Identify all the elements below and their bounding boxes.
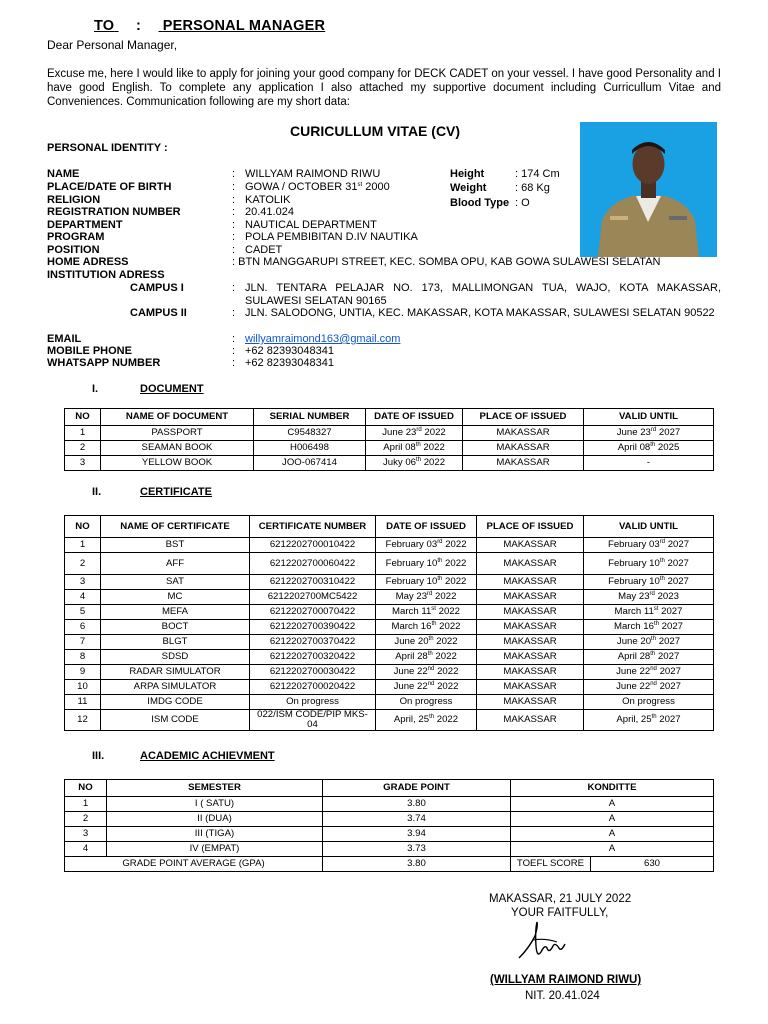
- colon: :: [232, 345, 236, 357]
- table-row: 11 IMDG CODE On progress On progress MAKASSAR On progress: [65, 695, 714, 710]
- religion-label: RELIGION: [47, 194, 101, 206]
- position-value: CADET: [245, 244, 283, 256]
- colon: :: [232, 206, 236, 218]
- table-row: 4 MC 6212202700MC5422 May 23rd 2022 MAKASSAR May 23rd 2023: [65, 590, 714, 605]
- place-date: MAKASSAR, 21 JULY 2022: [489, 893, 632, 905]
- greeting: Dear Personal Manager,: [47, 38, 178, 52]
- table-row: 3 YELLOW BOOK JOO-067414 Juky 06th 2022 MAKASSAR -: [65, 456, 714, 471]
- document-section-heading: I. DOCUMENT: [92, 383, 204, 395]
- blood-type-value: : O: [515, 197, 530, 209]
- religion-value: KATOLIK: [245, 194, 291, 206]
- colon: :: [232, 168, 236, 180]
- position-label: POSITION: [47, 244, 100, 256]
- whatsapp-value: +62 82393048341: [245, 357, 335, 369]
- table-row: 8 SDSD 6212202700320422 April 28th 2022 MAKASSAR April 28th 2027: [65, 650, 714, 665]
- certificate-table: [64, 515, 714, 731]
- table-header-row: NO NAME OF DOCUMENT SERIAL NUMBER DATE OF ISSUED PLACE OF ISSUED VALID UNTIL: [65, 409, 714, 426]
- program-label: PROGRAM: [47, 231, 105, 243]
- campus-1-value: JLN. TENTARA PELAJAR NO. 173, MALLIMONGAN TUA, WAJO, KOTA MAKASSAR, SULAWESI SELATAN 90165: [245, 282, 721, 307]
- name-label: NAME: [47, 168, 80, 180]
- height-value: : 174 Cm: [515, 168, 560, 180]
- certificate-section-heading: II. CERTIFICATE: [92, 486, 212, 498]
- document-table: [64, 408, 714, 471]
- name-value: WILLYAM RAIMOND RIWU: [245, 168, 381, 180]
- signatory-nit: NIT. 20.41.024: [525, 990, 600, 1002]
- home-address-label: HOME ADRESS: [47, 256, 129, 268]
- weight-label: Weight: [450, 182, 487, 194]
- colon: :: [232, 181, 236, 193]
- table-row: 3 III (TIGA) 3.94 A: [65, 827, 714, 842]
- campus-1-label: CAMPUS I: [130, 282, 184, 294]
- table-row: 7 BLGT 6212202700370422 June 20th 2022 MAKASSAR June 20th 2027: [65, 635, 714, 650]
- intro-paragraph: Excuse me, here I would like to apply for joining your good company for DECK CADET on your vessel. I have good Personality and I have good English. To complete any application I also attached my supportive document including Curricullum Vitae and Conveniences. Communication following are my short data:: [47, 68, 721, 108]
- colon: :: [232, 231, 236, 243]
- gpa-row: GRADE POINT AVERAGE (GPA) 3.80 TOEFL SCORE 630: [65, 857, 714, 872]
- registration-value: 20.41.024: [245, 206, 294, 218]
- weight-value: : 68 Kg: [515, 182, 550, 194]
- blood-type-label: Blood Type: [450, 197, 510, 209]
- colon: :: [232, 194, 236, 206]
- department-label: DEPARTMENT: [47, 219, 123, 231]
- table-row: 2 AFF 6212202700060422 February 10th 2022 MAKASSAR February 10th 2027: [65, 553, 714, 575]
- profile-photo: [580, 122, 717, 257]
- colon: :: [232, 282, 236, 294]
- registration-label: REGISTRATION NUMBER: [47, 206, 181, 218]
- table-row: 1 BST 6212202700010422 February 03rd 2022 MAKASSAR February 03rd 2027: [65, 538, 714, 553]
- colon: :: [232, 244, 236, 256]
- mobile-value: +62 82393048341: [245, 345, 335, 357]
- email-label: EMAIL: [47, 333, 82, 345]
- academic-table: [64, 779, 714, 872]
- height-label: Height: [450, 168, 485, 180]
- table-row: 1 I ( SATU) 3.80 A: [65, 797, 714, 812]
- closing-phrase: YOUR FAITFULLY,: [511, 907, 609, 919]
- colon: :: [232, 219, 236, 231]
- recipient-line: TO : PERSONAL MANAGER: [94, 18, 326, 34]
- birth-value: GOWA / OCTOBER 31st 2000: [245, 181, 390, 193]
- table-row: 2 SEAMAN BOOK H006498 April 08th 2022 MAKASSAR April 08th 2025: [65, 441, 714, 456]
- campus-2-value: JLN. SALODONG, UNTIA, KEC. MAKASSAR, KOTA MAKASSAR, SULAWESI SELATAN 90522: [245, 307, 715, 319]
- table-row: 9 RADAR SIMULATOR 6212202700030422 June 22nd 2022 MAKASSAR June 22nd 2027: [65, 665, 714, 680]
- signatory-name: (WILLYAM RAIMOND RIWU): [490, 974, 642, 986]
- personal-identity-heading: PERSONAL IDENTITY :: [47, 142, 168, 154]
- table-row: 3 SAT 6212202700310422 February 10th 2022 MAKASSAR February 10th 2027: [65, 575, 714, 590]
- email-link[interactable]: willyamraimond163@gmail.com: [245, 333, 401, 345]
- institution-address-label: INSTITUTION ADRESS: [47, 269, 165, 281]
- colon: :: [232, 357, 236, 369]
- colon: :: [232, 333, 236, 345]
- department-value: NAUTICAL DEPARTMENT: [245, 219, 377, 231]
- table-row: 5 MEFA 6212202700070422 March 11st 2022 MAKASSAR March 11st 2027: [65, 605, 714, 620]
- campus-2-label: CAMPUS II: [130, 307, 187, 319]
- table-row: 10 ARPA SIMULATOR 6212202700020422 June 22nd 2022 MAKASSAR June 22nd 2027: [65, 680, 714, 695]
- home-address-value: : BTN MANGGARUPI STREET, KEC. SOMBA OPU, KAB GOWA SULAWESI SELATAN: [232, 256, 661, 268]
- whatsapp-label: WHATSAPP NUMBER: [47, 357, 161, 369]
- signature-icon: [505, 918, 585, 966]
- table-row: 2 II (DUA) 3.74 A: [65, 812, 714, 827]
- table-row: 4 IV (EMPAT) 3.73 A: [65, 842, 714, 857]
- table-row: 12 ISM CODE 022/ISM CODE/PIP MKS-04 April, 25th 2022 MAKASSAR April, 25th 2027: [65, 710, 714, 731]
- academic-section-heading: III. ACADEMIC ACHIEVMENT: [92, 750, 275, 762]
- table-header-row: NO NAME OF CERTIFICATE CERTIFICATE NUMBER DATE OF ISSUED PLACE OF ISSUED VALID UNTIL: [65, 516, 714, 538]
- person-portrait-icon: [580, 122, 717, 257]
- table-row: 6 BOCT 6212202700390422 March 16th 2022 MAKASSAR March 16th 2027: [65, 620, 714, 635]
- cv-title: CURICULLUM VITAE (CV): [290, 123, 461, 139]
- table-header-row: NO SEMESTER GRADE POINT KONDITTE: [65, 780, 714, 797]
- mobile-label: MOBILE PHONE: [47, 345, 132, 357]
- colon: :: [232, 307, 236, 319]
- birth-label: PLACE/DATE OF BIRTH: [47, 181, 172, 193]
- program-value: POLA PEMBIBITAN D.IV NAUTIKA: [245, 231, 418, 243]
- table-row: 1 PASSPORT C9548327 June 23rd 2022 MAKASSAR June 23rd 2027: [65, 426, 714, 441]
- certificate-rows: [65, 538, 714, 731]
